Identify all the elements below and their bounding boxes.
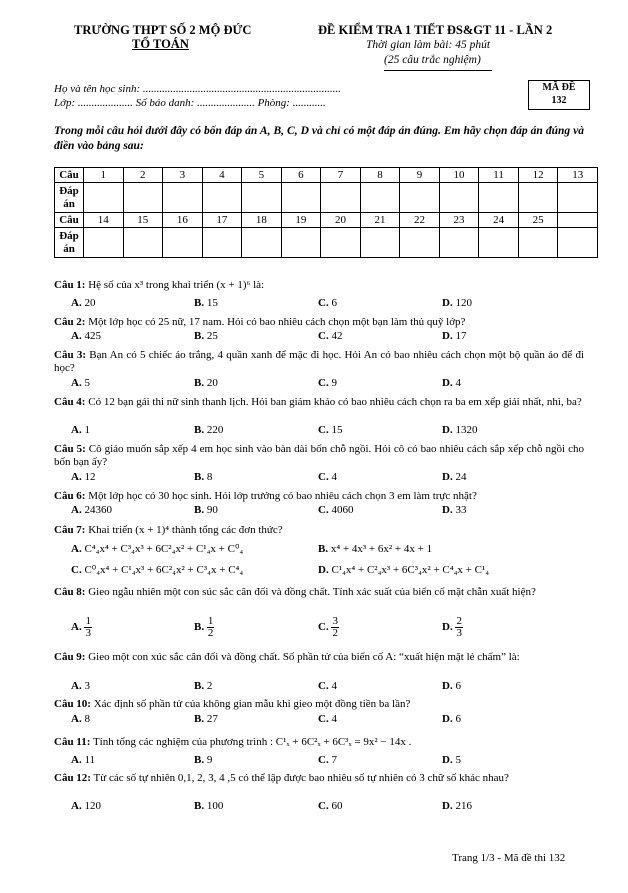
- fraction-denominator: 3: [456, 627, 462, 639]
- option-value: 25: [206, 330, 218, 342]
- answer-cell[interactable]: [281, 183, 321, 213]
- fraction-numerator: 2: [456, 615, 462, 627]
- fraction-numerator: 3: [332, 615, 338, 627]
- question-body: Khai triển (x + 1)⁴ thành tổng các đơn thức?: [88, 524, 283, 536]
- option-letter: A.: [71, 713, 82, 725]
- option-letter: A.: [71, 543, 82, 555]
- answer-table: [54, 167, 598, 258]
- option-letter: B.: [194, 471, 205, 483]
- question-text: [54, 524, 584, 537]
- answer-cell[interactable]: [242, 183, 282, 213]
- option-value: 8: [206, 471, 213, 483]
- option-letter: D.: [442, 424, 453, 436]
- answer-option[interactable]: [318, 754, 337, 767]
- question-number: Câu 4:: [54, 396, 86, 408]
- option-letter: D.: [442, 471, 453, 483]
- option-letter: A.: [71, 424, 82, 436]
- question-number-cell: 3: [163, 168, 203, 183]
- question-number-cell: 17: [202, 213, 242, 228]
- option-value: 20: [84, 297, 96, 309]
- answer-cell[interactable]: [163, 183, 203, 213]
- table-header-cell: Câu: [55, 168, 84, 183]
- answer-option[interactable]: [71, 504, 112, 517]
- answer-option[interactable]: [442, 800, 472, 813]
- table-header-cell: Đáp án: [55, 183, 84, 213]
- answer-option[interactable]: [71, 543, 243, 556]
- answer-option[interactable]: [318, 713, 337, 726]
- divider: [384, 70, 492, 71]
- option-letter: D.: [442, 330, 453, 342]
- option-letter: B.: [194, 330, 205, 342]
- question-number-cell: 1: [84, 168, 124, 183]
- option-value: 100: [206, 800, 224, 812]
- answer-option[interactable]: [71, 424, 90, 437]
- question-body: Một lớp học có 25 nữ, 17 nam. Hỏi có bao nhiêu cách chọn một bạn làm thủ quỹ lớp?: [88, 316, 466, 328]
- question-number-cell: 2: [123, 168, 163, 183]
- table-header-cell: Đáp án: [55, 228, 84, 258]
- answer-cell[interactable]: [558, 228, 598, 258]
- answer-option[interactable]: [442, 616, 463, 639]
- question-number-cell: 7: [321, 168, 361, 183]
- option-letter: D.: [442, 680, 453, 692]
- answer-option[interactable]: [442, 471, 466, 484]
- answer-cell[interactable]: [400, 183, 440, 213]
- question-number: Câu 2:: [54, 316, 86, 328]
- answer-option[interactable]: [194, 424, 223, 437]
- question-text: [54, 316, 584, 329]
- question-text: [54, 490, 584, 503]
- question-body: Có 12 bạn gái thi nữ sinh thanh lịch. Hỏi ban giám khảo có bao nhiêu cách chọn ra ba em xếp giải nhất, nhì, ba?: [88, 396, 582, 408]
- answer-option[interactable]: [71, 564, 243, 577]
- question-body: Bạn An có 5 chiếc áo trắng, 4 quần xanh để mặc đi học. Hỏi An có bao nhiêu cách chọn một bộ quần áo để đi học?: [54, 349, 585, 374]
- question-text: [54, 349, 584, 375]
- answer-option[interactable]: [442, 330, 466, 343]
- option-value: 1320: [455, 424, 478, 436]
- option-letter: C.: [318, 504, 329, 516]
- option-letter: A.: [71, 330, 82, 342]
- fraction-numerator: 1: [85, 615, 91, 627]
- option-letter: D.: [442, 377, 453, 389]
- exam-code-box: [528, 80, 590, 110]
- answer-option[interactable]: [318, 680, 337, 693]
- question-number-cell: 9: [400, 168, 440, 183]
- answer-cell[interactable]: [84, 183, 124, 213]
- question-number: Câu 5:: [54, 443, 86, 455]
- option-letter: C.: [318, 713, 329, 725]
- question-number-cell: 12: [518, 168, 558, 183]
- option-value: 4060: [331, 504, 354, 516]
- option-letter: B.: [318, 543, 329, 555]
- option-letter: B.: [194, 754, 205, 766]
- table-row: [55, 183, 598, 213]
- question-text: [54, 443, 584, 469]
- question-number-cell: 18: [242, 213, 282, 228]
- answer-cell[interactable]: [163, 228, 203, 258]
- answer-cell[interactable]: [518, 228, 558, 258]
- answer-option[interactable]: [194, 616, 214, 639]
- option-letter: B.: [194, 377, 205, 389]
- table-header-cell: Câu: [55, 213, 84, 228]
- question-number-cell: 23: [439, 213, 479, 228]
- option-value: C⁴₄x⁴ + C³₄x³ + 6C²₄x² + C¹₄x + C⁰₄: [84, 543, 244, 555]
- table-row: [55, 228, 598, 258]
- question-body: Gieo ngẫu nhiên một con súc sắc cân đối và đồng chất. Tính xác suất của biến cố mặt chẵn xuất hiện?: [88, 586, 536, 598]
- answer-option[interactable]: [442, 680, 461, 693]
- question-number: Câu 6:: [54, 490, 86, 502]
- option-value: 42: [331, 330, 343, 342]
- option-letter: C.: [318, 471, 329, 483]
- option-value: 4: [331, 471, 337, 483]
- fraction: [207, 616, 215, 639]
- exam-code-value: 132: [551, 95, 567, 106]
- answer-cell[interactable]: [479, 183, 519, 213]
- answer-option[interactable]: [194, 471, 212, 484]
- option-letter: D.: [442, 297, 453, 309]
- answer-option[interactable]: [71, 297, 95, 310]
- answer-option[interactable]: [442, 754, 461, 767]
- question-number-cell: 25: [518, 213, 558, 228]
- answer-cell[interactable]: [518, 183, 558, 213]
- option-letter: B.: [194, 297, 205, 309]
- question-number-cell: 14: [84, 213, 124, 228]
- option-value: 33: [455, 504, 467, 516]
- option-letter: B.: [194, 424, 205, 436]
- answer-option[interactable]: [442, 504, 466, 517]
- fraction-denominator: 2: [207, 627, 214, 639]
- question-number-cell: 10: [439, 168, 479, 183]
- answer-option[interactable]: [71, 616, 92, 639]
- answer-cell[interactable]: [202, 228, 242, 258]
- question-number: Câu 1:: [54, 279, 86, 291]
- option-value: 2: [206, 680, 213, 692]
- option-letter: C.: [318, 621, 329, 634]
- answer-option[interactable]: [194, 297, 218, 310]
- option-value: 15: [206, 297, 218, 309]
- answer-option[interactable]: [442, 424, 477, 437]
- option-letter: B.: [194, 800, 205, 812]
- option-value: x⁴ + 4x³ + 6x² + 4x + 1: [330, 543, 433, 555]
- answer-cell[interactable]: [281, 228, 321, 258]
- answer-cell[interactable]: [321, 228, 361, 258]
- answer-cell[interactable]: [400, 228, 440, 258]
- option-value: 17: [455, 330, 467, 342]
- option-value: 220: [206, 424, 224, 436]
- question-body: Xác định số phần tử của không gian mẫu khi gieo một đồng tiền ba lần?: [93, 698, 411, 710]
- exam-title: ĐỀ KIỂM TRA 1 TIẾT ĐS&GT 11 - LẦN 2: [318, 23, 553, 37]
- option-letter: C.: [318, 424, 329, 436]
- answer-option[interactable]: [318, 543, 432, 556]
- option-letter: C.: [318, 297, 329, 309]
- question-body: Một lớp học có 30 học sinh. Hỏi lớp trưởng có bao nhiêu cách chọn 3 em làm trực nhật?: [88, 490, 477, 502]
- option-letter: A.: [71, 800, 82, 812]
- option-value: 20: [206, 377, 218, 389]
- option-letter: A.: [71, 754, 82, 766]
- option-value: 8: [84, 713, 90, 725]
- answer-option[interactable]: [318, 297, 337, 310]
- option-letter: C.: [318, 377, 329, 389]
- fraction-denominator: 3: [85, 627, 91, 639]
- answer-cell[interactable]: [439, 183, 479, 213]
- answer-option[interactable]: [71, 377, 90, 390]
- option-value: 11: [84, 754, 96, 766]
- answer-cell[interactable]: [202, 183, 242, 213]
- option-value: 4: [331, 713, 337, 725]
- option-letter: C.: [318, 754, 329, 766]
- answer-option[interactable]: [318, 330, 342, 343]
- option-value: 9: [331, 377, 337, 389]
- answer-option[interactable]: [71, 800, 101, 813]
- fraction-denominator: 2: [332, 627, 338, 639]
- option-letter: A.: [71, 297, 82, 309]
- answer-option[interactable]: [442, 297, 472, 310]
- answer-option[interactable]: [71, 330, 101, 343]
- question-number-cell: 5: [242, 168, 282, 183]
- option-letter: A.: [71, 621, 82, 634]
- option-value: 425: [84, 330, 101, 342]
- option-letter: D.: [442, 800, 453, 812]
- question-body: Từ các số tự nhiên 0,1, 2, 3, 4 ,5 có thể lập được bao nhiêu số tự nhiên có 3 chữ số khác nhau?: [93, 772, 509, 784]
- answer-cell[interactable]: [123, 228, 163, 258]
- department-name: TỔ TOÁN: [132, 37, 189, 51]
- option-letter: A.: [71, 680, 82, 692]
- option-value: 216: [455, 800, 472, 812]
- option-letter: B.: [194, 680, 205, 692]
- answer-option[interactable]: [318, 424, 342, 437]
- answer-option[interactable]: [194, 504, 218, 517]
- answer-cell[interactable]: [360, 228, 400, 258]
- answer-option[interactable]: [318, 377, 337, 390]
- option-letter: A.: [71, 471, 82, 483]
- question-number-cell: 8: [360, 168, 400, 183]
- question-body: Hệ số của x³ trong khai triển (x + 1)⁶ là:: [88, 279, 265, 291]
- question-number-cell: 19: [281, 213, 321, 228]
- school-name: TRƯỜNG THPT SỐ 2 MỘ ĐỨC: [74, 23, 252, 37]
- option-value: 12: [84, 471, 96, 483]
- answer-cell[interactable]: [439, 228, 479, 258]
- option-letter: C.: [71, 564, 82, 576]
- option-value: 6: [455, 680, 461, 692]
- option-letter: D.: [318, 564, 329, 576]
- question-number-cell: 21: [360, 213, 400, 228]
- answer-option[interactable]: [194, 800, 223, 813]
- option-value: 60: [331, 800, 343, 812]
- option-letter: B.: [194, 713, 205, 725]
- option-value: 5: [84, 377, 90, 389]
- table-row: [55, 168, 598, 183]
- option-value: 120: [84, 800, 101, 812]
- option-value: 3: [84, 680, 90, 692]
- answer-option[interactable]: [442, 713, 461, 726]
- question-number: Câu 12:: [54, 772, 91, 784]
- option-letter: D.: [442, 754, 453, 766]
- answer-option[interactable]: [442, 377, 461, 390]
- question-number-cell: 6: [281, 168, 321, 183]
- exam-question-count: (25 câu trắc nghiệm): [384, 54, 481, 66]
- option-value: 15: [331, 424, 343, 436]
- fraction: [455, 616, 463, 639]
- question-number: Câu 11:: [54, 736, 91, 748]
- option-value: 9: [206, 754, 213, 766]
- answer-option[interactable]: [71, 680, 90, 693]
- option-value: 6: [455, 713, 461, 725]
- question-number-cell: [558, 213, 598, 228]
- question-number-cell: 15: [123, 213, 163, 228]
- question-body: Gieo một con xúc sắc cân đối và đồng chất. Số phần tử của biến cố A: “xuất hiện mặt lẻ chấm” là:: [88, 651, 520, 663]
- option-value: 27: [206, 713, 218, 725]
- exam-time: Thời gian làm bài: 45 phút: [366, 39, 491, 51]
- option-value: 4: [455, 377, 461, 389]
- option-value: 24: [455, 471, 467, 483]
- question-body: Cô giáo muốn sắp xếp 4 em học sinh vào bàn dài bốn chỗ ngồi. Hỏi cô có bao nhiêu cách sắp xếp chỗ ngồi cho bốn bạn ấy?: [54, 443, 584, 468]
- answer-option[interactable]: [194, 680, 212, 693]
- answer-option[interactable]: [71, 754, 95, 767]
- option-value: C¹₄x⁴ + C²₄x³ + 6C³₄x² + C⁴₄x + C¹₄: [331, 564, 490, 576]
- answer-cell[interactable]: [360, 183, 400, 213]
- instructions: Trong mỗi câu hỏi dưới đây có bốn đáp án A, B, C, D và chỉ có một đáp án đúng. Em hãy chọn đáp án đúng và điền vào bảng sau:: [54, 125, 584, 152]
- option-value: 1: [84, 424, 90, 436]
- option-letter: A.: [71, 504, 82, 516]
- option-value: 120: [455, 297, 472, 309]
- option-letter: A.: [71, 377, 82, 389]
- option-value: 4: [331, 680, 337, 692]
- answer-option[interactable]: [71, 471, 95, 484]
- answer-cell[interactable]: [558, 183, 598, 213]
- option-letter: D.: [442, 504, 453, 516]
- option-letter: C.: [318, 680, 329, 692]
- question-text: [54, 736, 584, 749]
- question-body: Tính tổng các nghiệm của phương trình : C¹ₓ + 6C²ₓ + 6C³ₓ = 9x² − 14x .: [92, 736, 412, 748]
- question-text: [54, 586, 584, 599]
- question-text: [54, 396, 584, 409]
- student-name-line: Họ và tên học sinh: ........................................................................: [54, 83, 341, 95]
- option-value: 7: [331, 754, 337, 766]
- fraction: [331, 616, 339, 639]
- question-number-cell: 24: [479, 213, 519, 228]
- option-letter: D.: [442, 713, 453, 725]
- question-number-cell: 4: [202, 168, 242, 183]
- question-number: Câu 3:: [54, 349, 86, 361]
- table-row: [55, 213, 598, 228]
- fraction: [84, 616, 92, 639]
- answer-option[interactable]: [318, 471, 337, 484]
- question-text: [54, 279, 584, 292]
- answer-option[interactable]: [194, 377, 218, 390]
- answer-cell[interactable]: [242, 228, 282, 258]
- answer-option[interactable]: [318, 504, 353, 517]
- page-footer: Trang 1/3 - Mã đề thi 132: [452, 852, 566, 864]
- answer-option[interactable]: [318, 800, 342, 813]
- question-number-cell: 11: [479, 168, 519, 183]
- option-value: 6: [331, 297, 337, 309]
- answer-option[interactable]: [318, 616, 339, 639]
- question-number-cell: 22: [400, 213, 440, 228]
- answer-option[interactable]: [71, 713, 90, 726]
- answer-cell[interactable]: [479, 228, 519, 258]
- answer-option[interactable]: [318, 564, 489, 577]
- question-text: [54, 772, 584, 785]
- question-number-cell: 16: [163, 213, 203, 228]
- option-letter: C.: [318, 800, 329, 812]
- question-text: [54, 698, 584, 711]
- option-value: 5: [455, 754, 461, 766]
- option-letter: B.: [194, 504, 205, 516]
- option-value: C⁰₄x⁴ + C¹₄x³ + 6C²₄x² + C³₄x + C⁴₄: [84, 564, 244, 576]
- question-number: Câu 7:: [54, 524, 86, 536]
- question-number: Câu 9:: [54, 651, 86, 663]
- answer-option[interactable]: [194, 713, 218, 726]
- option-value: 24360: [84, 504, 112, 516]
- exam-code-label: MÃ ĐỀ: [542, 82, 576, 93]
- student-info-line: Lớp: .................... Số báo danh: ..................... Phòng: ............: [54, 97, 326, 109]
- answer-cell[interactable]: [123, 183, 163, 213]
- question-text: [54, 651, 584, 664]
- option-letter: C.: [318, 330, 329, 342]
- answer-cell[interactable]: [84, 228, 124, 258]
- question-number: Câu 10:: [54, 698, 91, 710]
- question-number-cell: 13: [558, 168, 598, 183]
- option-letter: D.: [442, 621, 453, 634]
- answer-option[interactable]: [194, 330, 218, 343]
- option-letter: B.: [194, 621, 205, 634]
- fraction-numerator: 1: [207, 615, 214, 627]
- option-value: 90: [206, 504, 218, 516]
- answer-cell[interactable]: [321, 183, 361, 213]
- question-number: Câu 8:: [54, 586, 86, 598]
- question-number-cell: 20: [321, 213, 361, 228]
- answer-option[interactable]: [194, 754, 212, 767]
